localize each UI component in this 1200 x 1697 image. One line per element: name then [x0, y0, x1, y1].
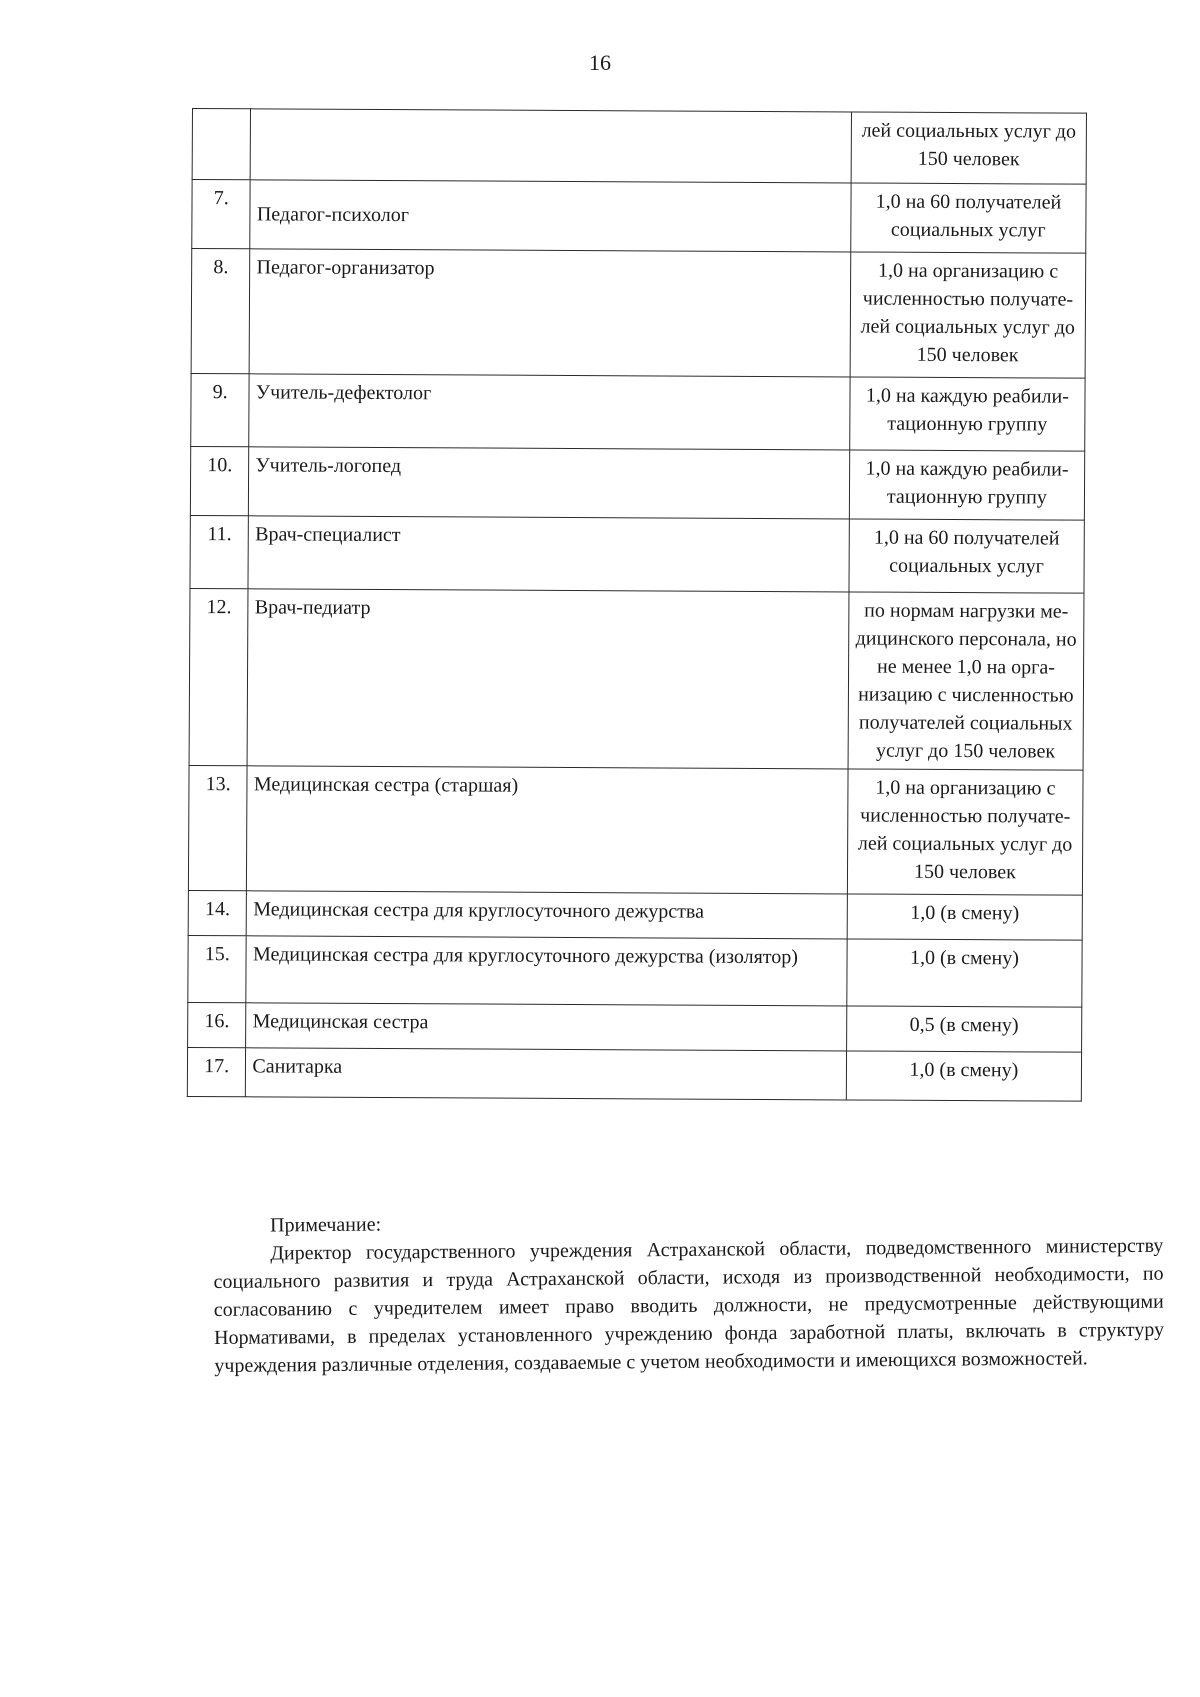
- position-name: Педагог-психолог: [250, 180, 851, 252]
- table-row: [189, 588, 1084, 770]
- position-name: Медицинская сестра (старшая): [247, 766, 848, 894]
- position-name: Медицинская сестра для круглосуточного дежурства: [247, 891, 848, 939]
- staffing-norm: 1,0 на организацию с численностью получате-лей социальных услуг до 150 человек: [850, 252, 1086, 378]
- table-row: [191, 249, 1086, 379]
- staffing-table-container: [187, 108, 1087, 1102]
- staffing-norm: 1,0 на каждую реабили-тационную группу: [850, 377, 1086, 451]
- row-number: 8.: [191, 249, 250, 374]
- position-name: [251, 109, 852, 183]
- table-row: [190, 515, 1084, 593]
- table-row: [191, 373, 1085, 451]
- position-name: Медицинская сестра для круглосуточного дежурства (изолятор): [246, 936, 847, 1006]
- page-number: 16: [589, 50, 611, 75]
- row-number: 12.: [189, 588, 248, 765]
- position-name: Учитель-дефектолог: [249, 374, 850, 450]
- row-number: 15.: [188, 935, 247, 1002]
- table-row: [192, 109, 1086, 185]
- note-title: Примечание:: [270, 1213, 382, 1237]
- staffing-norm: лей социальных услуг до 150 человек: [851, 112, 1087, 184]
- table-row: [187, 1047, 1081, 1101]
- staffing-norm: 1,0 на 60 получателей социальных услуг: [849, 519, 1085, 593]
- position-name: Педагог-организатор: [250, 249, 851, 377]
- position-name: Учитель-логопед: [249, 447, 850, 519]
- footnote: [213, 1204, 1164, 1380]
- staffing-norm: по нормам нагрузки ме-дицинского персонала, но не менее 1,0 на орга-низацию с численностью получателей социальных услуг до 150 человек: [848, 592, 1084, 770]
- position-name: Врач-специалист: [248, 516, 849, 592]
- row-number: 11.: [190, 515, 249, 588]
- table-row: [190, 446, 1084, 520]
- row-number: 14.: [188, 890, 247, 935]
- staffing-norm: 1,0 (в смену): [847, 894, 1082, 940]
- note-body: Директор государственного учреждения Астраханской области, подведомственного министерству социального развития и труда Астраханской области, исходя из производственной необходимости, по согласованию с учредителем имеет право вводить должности, не предусмотренные действующими Нормативами, в пределах установленного учреждению фонда заработной платы, включать в структуру учреждения различные отделения, создаваемые с учетом необходимости и имеющихся возможностей.: [213, 1234, 1165, 1377]
- row-number: 10.: [190, 446, 249, 515]
- row-number: 9.: [191, 373, 250, 446]
- table-row: [188, 890, 1082, 940]
- staffing-norm: 1,0 (в смену): [846, 1051, 1081, 1101]
- table-row: [192, 180, 1086, 254]
- row-number: 16.: [188, 1002, 247, 1047]
- staffing-norm: 1,0 на каждую реабили-тационную группу: [849, 450, 1085, 520]
- staffing-norm: 1,0 на организацию с численностью получате-лей социальных услуг до 150 человек: [847, 769, 1083, 895]
- position-name: Медицинская сестра: [246, 1003, 847, 1051]
- staffing-table: [187, 108, 1087, 1102]
- row-number: 13.: [188, 765, 247, 890]
- staffing-norm: 0,5 (в смену): [846, 1006, 1081, 1052]
- position-name: Санитарка: [246, 1048, 847, 1100]
- position-name: Врач-педиатр: [247, 589, 848, 769]
- table-row: [188, 765, 1083, 895]
- table-row: [188, 1002, 1082, 1052]
- row-number: 17.: [187, 1047, 246, 1096]
- row-number: [192, 109, 251, 180]
- row-number: 7.: [192, 180, 251, 249]
- staffing-norm: 1,0 на 60 получателей социальных услуг: [851, 183, 1087, 253]
- table-row: [188, 935, 1082, 1007]
- staffing-norm: 1,0 (в смену): [847, 939, 1083, 1007]
